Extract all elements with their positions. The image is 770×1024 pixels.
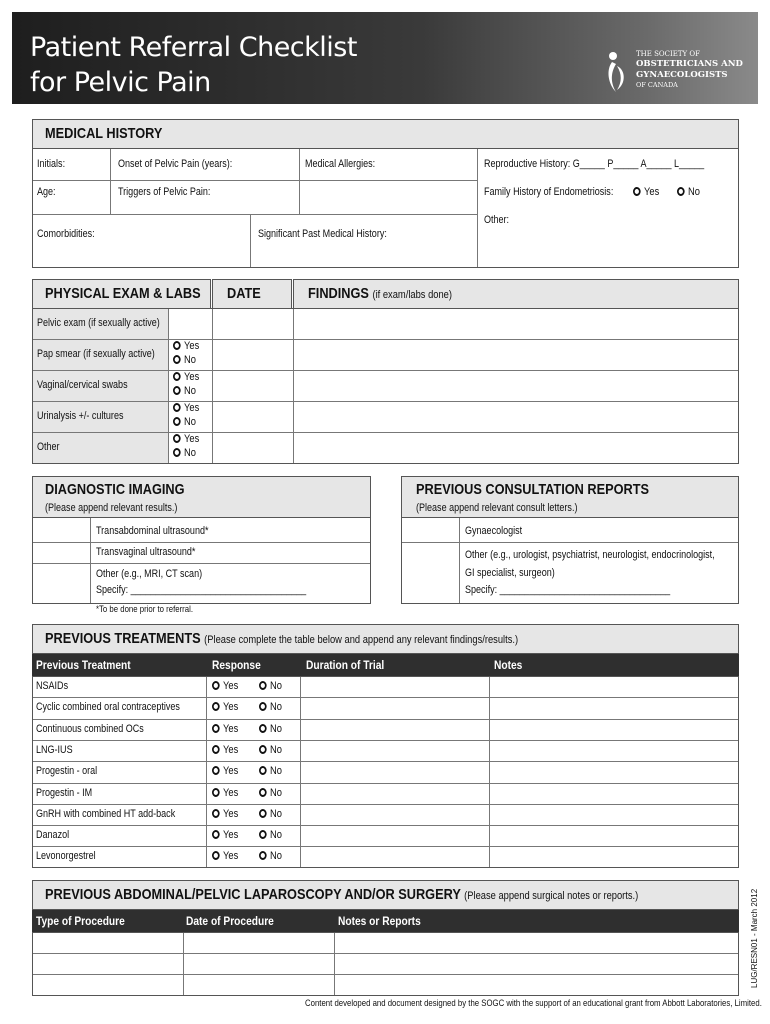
physical-exam-item: Pap smear (if sexually active) <box>37 348 155 360</box>
radio-icon[interactable] <box>173 341 181 350</box>
physical-exam-item: Urinalysis +/- cultures <box>37 410 124 422</box>
treatment-name: Progestin - IM <box>36 787 93 799</box>
radio-icon[interactable] <box>259 851 267 860</box>
treatments-column-header <box>32 654 739 676</box>
treatment-name: Danazol <box>36 829 70 841</box>
form-title-line1: Patient Referral Checklist <box>30 32 357 63</box>
col-previous-treatment: Previous Treatment <box>36 658 131 672</box>
consultation-header <box>401 476 739 518</box>
sogc-emblem-icon <box>604 50 630 98</box>
logo-text-3: GYNAECOLOGISTS <box>636 70 728 80</box>
initials-field[interactable]: Initials: <box>37 158 66 170</box>
treatment-name: Cyclic combined oral contraceptives <box>36 701 180 713</box>
surgery-title: PREVIOUS ABDOMINAL/PELVIC LAPAROSCOPY AND/OR SURGERY (Please append surgical notes or reports.) <box>45 886 639 903</box>
radio-icon[interactable] <box>259 681 267 690</box>
treatment-yes-option[interactable]: Yes <box>212 723 238 735</box>
col-notes-or-reports: Notes or Reports <box>338 914 421 928</box>
treatment-yes-option[interactable]: Yes <box>212 765 238 777</box>
treatment-no-option[interactable]: No <box>259 787 282 799</box>
radio-icon[interactable] <box>173 386 181 395</box>
family-history-no[interactable]: No <box>677 186 700 198</box>
radio-icon[interactable] <box>212 809 220 818</box>
treatment-name: NSAIDs <box>36 680 69 692</box>
radio-icon[interactable] <box>212 766 220 775</box>
consult-specify[interactable]: Specify: __________________________________ <box>465 584 671 596</box>
radio-icon[interactable] <box>212 681 220 690</box>
radio-icon[interactable] <box>212 745 220 754</box>
findings-title: FINDINGS (if exam/labs done) <box>308 285 452 302</box>
exam-no-option[interactable]: No <box>173 416 196 428</box>
treatment-name: Continuous combined OCs <box>36 723 144 735</box>
date-title: DATE <box>227 285 261 302</box>
radio-icon[interactable] <box>259 724 267 733</box>
allergies-field[interactable]: Medical Allergies: <box>305 158 376 170</box>
treatment-yes-option[interactable]: Yes <box>212 744 238 756</box>
treatment-no-option[interactable]: No <box>259 765 282 777</box>
radio-icon[interactable] <box>633 187 641 196</box>
exam-no-option[interactable]: No <box>173 354 196 366</box>
physical-exam-header <box>32 279 211 309</box>
other-field[interactable]: Other: <box>484 214 510 226</box>
gynaecologist-item[interactable]: Gynaecologist <box>465 525 523 537</box>
surgery-column-header <box>32 910 739 932</box>
diagnostic-imaging-title: DIAGNOSTIC IMAGING <box>45 481 185 498</box>
radio-icon[interactable] <box>173 417 181 426</box>
radio-icon[interactable] <box>173 448 181 457</box>
treatment-no-option[interactable]: No <box>259 829 282 841</box>
treatment-yes-option[interactable]: Yes <box>212 787 238 799</box>
transvaginal-ultrasound[interactable]: Transvaginal ultrasound* <box>96 546 196 558</box>
sogc-logo <box>604 50 743 100</box>
physical-exam-item: Other <box>37 441 60 453</box>
radio-icon[interactable] <box>173 355 181 364</box>
triggers-field[interactable]: Triggers of Pelvic Pain: <box>118 186 211 198</box>
date-header <box>212 279 292 309</box>
surgery-table <box>32 932 739 996</box>
col-notes: Notes <box>494 658 523 672</box>
consultation-note: (Please append relevant consult letters.) <box>416 502 578 514</box>
col-type-of-procedure: Type of Procedure <box>36 914 125 928</box>
treatments-header <box>32 624 739 654</box>
medical-history-header <box>32 119 739 149</box>
treatment-yes-option[interactable]: Yes <box>212 680 238 692</box>
onset-field[interactable]: Onset of Pelvic Pain (years): <box>118 158 233 170</box>
col-date-of-procedure: Date of Procedure <box>186 914 274 928</box>
radio-icon[interactable] <box>259 830 267 839</box>
treatment-no-option[interactable]: No <box>259 808 282 820</box>
treatment-no-option[interactable]: No <box>259 744 282 756</box>
consultation-title: PREVIOUS CONSULTATION REPORTS <box>416 481 650 498</box>
treatment-yes-option[interactable]: Yes <box>212 850 238 862</box>
form-code: LUG/RESN01 - March 2012 <box>750 888 759 988</box>
radio-icon[interactable] <box>212 830 220 839</box>
exam-yes-option[interactable]: Yes <box>173 371 199 383</box>
radio-icon[interactable] <box>212 702 220 711</box>
radio-icon[interactable] <box>259 745 267 754</box>
imaging-specify[interactable]: Specify: ___________________________________ <box>96 584 307 596</box>
logo-text-1: THE SOCIETY OF <box>636 50 700 58</box>
treatment-yes-option[interactable]: Yes <box>212 701 238 713</box>
radio-icon[interactable] <box>212 788 220 797</box>
radio-icon[interactable] <box>259 809 267 818</box>
radio-icon[interactable] <box>259 702 267 711</box>
age-field[interactable]: Age: <box>37 186 56 198</box>
radio-icon[interactable] <box>677 187 685 196</box>
exam-yes-option[interactable]: Yes <box>173 340 199 352</box>
radio-icon[interactable] <box>173 403 181 412</box>
physical-exam-item: Pelvic exam (if sexually active) <box>37 317 160 329</box>
page-header <box>12 12 758 104</box>
treatment-yes-option[interactable]: Yes <box>212 808 238 820</box>
logo-text-4: OF CANADA <box>636 81 678 89</box>
treatment-no-option[interactable]: No <box>259 723 282 735</box>
treatment-yes-option[interactable]: Yes <box>212 829 238 841</box>
radio-icon[interactable] <box>212 724 220 733</box>
other-imaging[interactable]: Other (e.g., MRI, CT scan) <box>96 568 203 580</box>
radio-icon[interactable] <box>173 372 181 381</box>
physical-exam-item: Vaginal/cervical swabs <box>37 379 128 391</box>
exam-yes-option[interactable]: Yes <box>173 433 199 445</box>
reproductive-history-field[interactable]: Reproductive History: G_____ P_____ A_____ L_____ <box>484 158 705 170</box>
medical-history-title: MEDICAL HISTORY <box>45 125 163 142</box>
diagnostic-imaging-note: (Please append relevant results.) <box>45 502 178 514</box>
exam-yes-option[interactable]: Yes <box>173 402 199 414</box>
exam-no-option[interactable]: No <box>173 447 196 459</box>
transabdominal-ultrasound[interactable]: Transabdominal ultrasound* <box>96 525 209 537</box>
findings-header <box>293 279 739 309</box>
exam-no-option[interactable]: No <box>173 385 196 397</box>
treatments-title: PREVIOUS TREATMENTS (Please complete the table below and append any relevant findings/results.) <box>45 630 519 647</box>
treatment-no-option[interactable]: No <box>259 701 282 713</box>
treatment-name: Levonorgestrel <box>36 850 96 862</box>
family-history-yes[interactable]: Yes <box>633 186 659 198</box>
diagnostic-imaging-header <box>32 476 371 518</box>
col-duration: Duration of Trial <box>306 658 385 672</box>
footer-credit: Content developed and document designed by the SOGC with the support of an educational grant from Abbott Laboratories, Limited. <box>305 998 762 1009</box>
surgery-header <box>32 880 739 910</box>
treatment-name: LNG-IUS <box>36 744 73 756</box>
treatment-name: GnRH with combined HT add-back <box>36 808 176 820</box>
other-consult-item-2: GI specialist, surgeon) <box>465 567 555 579</box>
family-history-label: Family History of Endometriosis: <box>484 186 614 198</box>
treatment-no-option[interactable]: No <box>259 680 282 692</box>
treatment-name: Progestin - oral <box>36 765 98 777</box>
col-response: Response <box>212 658 261 672</box>
physical-exam-title: PHYSICAL EXAM & LABS <box>45 285 201 302</box>
radio-icon[interactable] <box>173 434 181 443</box>
radio-icon[interactable] <box>259 766 267 775</box>
comorbidities-field[interactable]: Comorbidities: <box>37 228 95 240</box>
other-consult-item[interactable]: Other (e.g., urologist, psychiatrist, neurologist, endocrinologist, <box>465 549 715 561</box>
radio-icon[interactable] <box>259 788 267 797</box>
imaging-footnote: *To be done prior to referral. <box>96 604 194 615</box>
significant-history-field[interactable]: Significant Past Medical History: <box>258 228 387 240</box>
logo-text-2: OBSTETRICIANS AND <box>636 59 743 69</box>
form-title-line2: for Pelvic Pain <box>30 67 211 98</box>
treatment-no-option[interactable]: No <box>259 850 282 862</box>
radio-icon[interactable] <box>212 851 220 860</box>
